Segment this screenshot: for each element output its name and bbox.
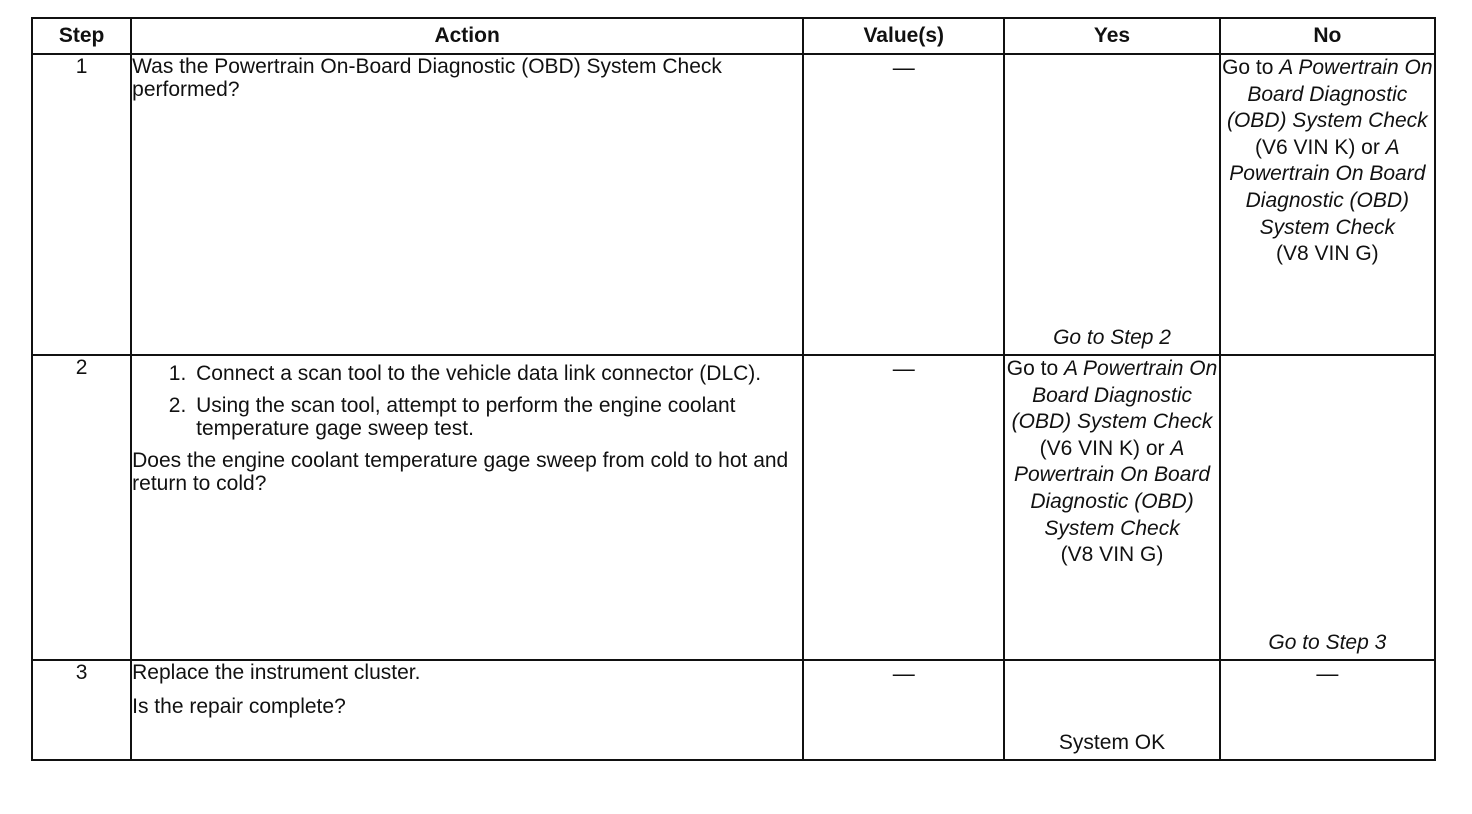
value-dash: — [892,55,915,80]
yes-link-v8[interactable]: A Powertrain On Board Diagnostic (OBD) System Check [1013,436,1211,540]
action-instruction: Replace the instrument cluster. [132,661,421,684]
no-vin-v6: (V6 VIN K) or [1254,135,1386,159]
list-item: 2. Using the scan tool, attempt to perform the engine coolant temperature gage sweep test. [192,394,802,440]
yes-link-v6[interactable]: A Powertrain On Board Diagnostic (OBD) System Check [1011,357,1218,434]
action-question: Was the Powertrain On-Board Diagnostic (OBD) System Check performed? [132,55,722,101]
list-item: 1. Connect a scan tool to the vehicle data link connector (DLC). [192,362,802,385]
step-number: 3 [32,660,131,760]
header-yes: Yes [1004,18,1219,54]
table-row [32,54,1435,355]
no-link[interactable]: Go to Step 3 [1268,631,1387,655]
no-link-v8[interactable]: A Powertrain On Board Diagnostic (OBD) System Check [1229,135,1426,239]
action-question: Is the repair complete? [132,695,346,718]
no-cell [1220,54,1435,355]
no-prefix: Go to [1222,56,1280,79]
no-link-v6[interactable]: A Powertrain On Board Diagnostic (OBD) System Check [1226,56,1433,133]
value-dash: — [892,661,915,686]
yes-cell [1004,660,1219,760]
action-steps-list [132,362,802,440]
value-cell [803,54,1004,355]
header-action: Action [131,18,803,54]
action-question: Does the engine coolant temperature gage sweep from cold to hot and return to cold? [132,449,789,495]
header-no: No [1220,18,1435,54]
action-cell [131,355,803,660]
yes-vin-v6: (V6 VIN K) or [1039,436,1171,460]
yes-cell [1004,355,1219,660]
header-values: Value(s) [803,18,1004,54]
table-row [32,660,1435,760]
no-dash: — [1316,661,1339,686]
yes-vin-v8: (V8 VIN G) [1060,543,1164,567]
yes-prefix: Go to [1006,357,1064,380]
step-number: 2 [32,355,131,660]
yes-result: System OK [1058,731,1166,755]
header-row [32,18,1435,54]
table-row [32,355,1435,660]
value-cell [803,660,1004,760]
value-dash: — [892,356,915,381]
step-number: 1 [32,54,131,355]
yes-link[interactable]: Go to Step 2 [1053,326,1171,350]
no-vin-v8: (V8 VIN G) [1275,242,1379,266]
yes-cell [1004,54,1219,355]
header-step: Step [32,18,131,54]
diagnostic-table [31,17,1436,761]
action-cell [131,54,803,355]
action-cell [131,660,803,760]
no-cell [1220,355,1435,660]
no-cell [1220,660,1435,760]
value-cell [803,355,1004,660]
